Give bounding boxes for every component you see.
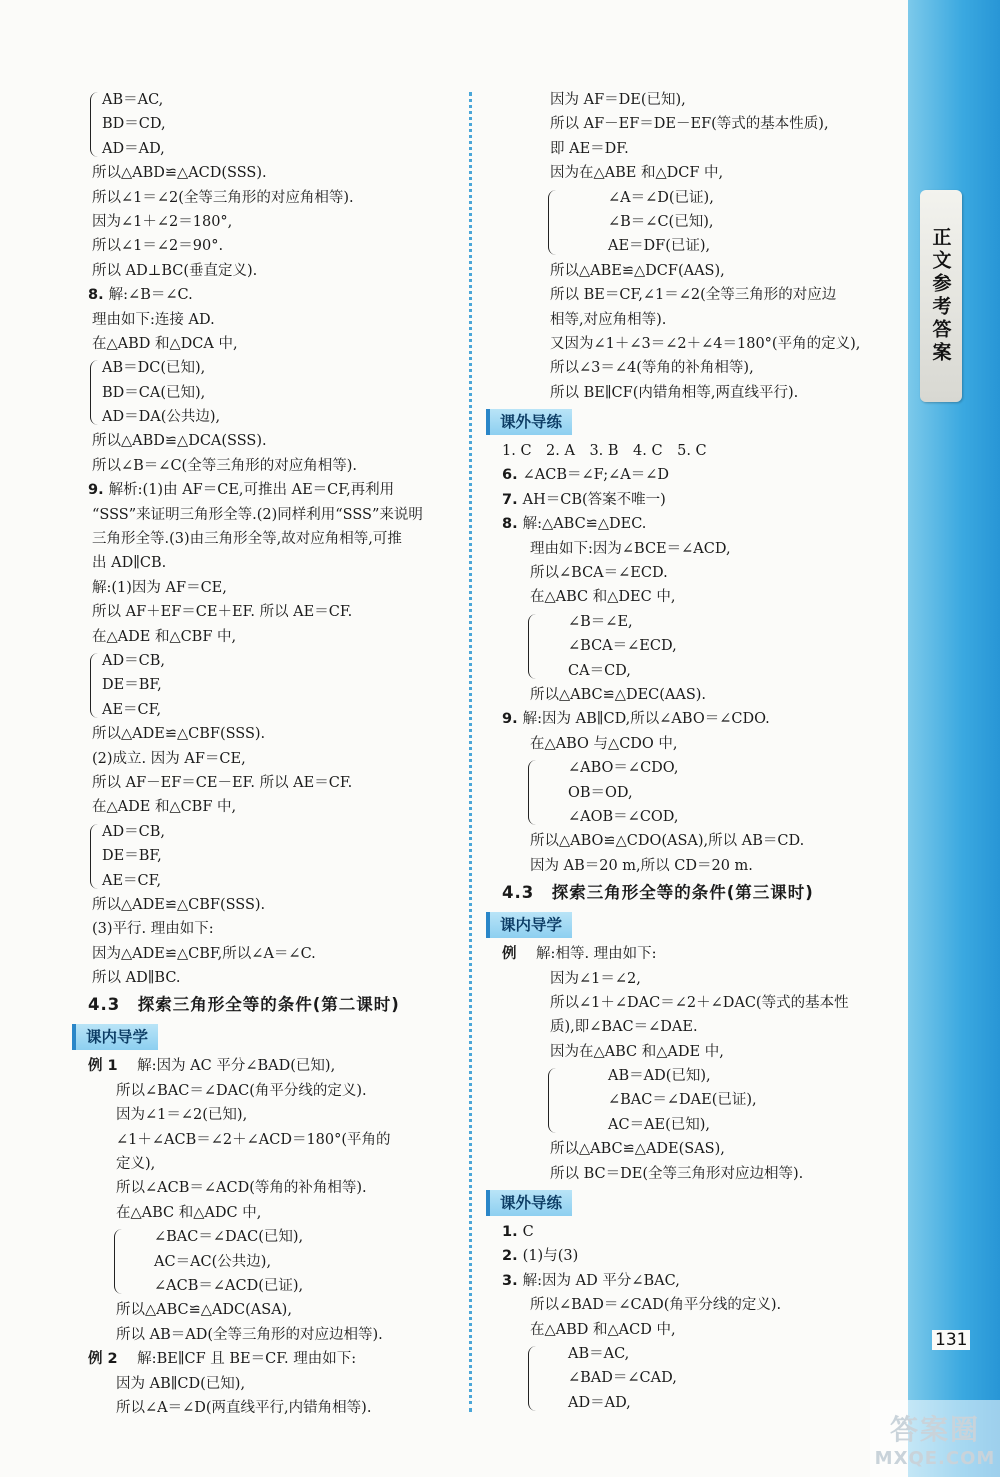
line-text: 在△ABD 和△ACD 中, <box>530 1321 676 1338</box>
equation-line: ∠B＝∠E, <box>568 613 633 630</box>
line-text: AH＝CB(答案不唯一) <box>522 491 666 508</box>
equation-line: ∠AOB＝∠COD, <box>568 808 679 825</box>
line-text: 因为∠1＝∠2(已知), <box>116 1107 248 1124</box>
line-text: 又因为∠1＋∠3＝∠2＋∠4＝180°(平角的定义), <box>550 335 861 352</box>
text-line <box>88 551 453 575</box>
equation-line: ∠BCA＝∠ECD, <box>568 638 677 655</box>
line-text: 所以△ADE≌△CBF(SSS). <box>92 896 266 913</box>
section-tag: 课内导学 <box>486 912 572 938</box>
text-line <box>502 854 897 878</box>
item-number: 1. <box>502 1224 523 1241</box>
line-text: 所以△ABC≌△ADE(SAS), <box>550 1141 725 1158</box>
text-line <box>502 463 897 487</box>
line-text: 定义), <box>116 1156 156 1173</box>
text-line <box>88 161 453 185</box>
text-line <box>88 332 453 356</box>
text-line <box>502 308 897 332</box>
equation-line: ∠ABO＝∠CDO, <box>568 760 679 777</box>
line-text: 所以 AF＋EF＝CE＋EF. 所以 AE＝CF. <box>92 604 353 621</box>
text-line <box>88 1347 453 1371</box>
equation-line: AD＝DA(公共边), <box>102 409 221 426</box>
line-text: 因为在△ABE 和△DCF 中, <box>550 165 724 182</box>
text-line <box>502 161 897 185</box>
text-line <box>502 561 897 585</box>
line-text: 所以∠1＝∠2(全等三角形的对应角相等). <box>92 189 354 206</box>
line-text: 所以△ADE≌△CBF(SSS). <box>92 726 266 743</box>
equation-system <box>88 820 453 893</box>
text-line <box>88 210 453 234</box>
text-line <box>88 1298 453 1322</box>
line-text: 在△ADE 和△CBF 中, <box>92 628 237 645</box>
line-text: ∠ACB＝∠F;∠A＝∠D <box>522 467 670 484</box>
line-text: 因为∠1＋∠2＝180°, <box>92 213 233 230</box>
equation-system <box>88 1225 453 1298</box>
text-line <box>88 722 453 746</box>
text-line <box>502 707 897 731</box>
text-line <box>502 88 897 112</box>
equation-line: AE＝CF, <box>102 872 162 889</box>
text-line <box>88 1396 453 1420</box>
text-line <box>88 1128 453 1152</box>
text-line <box>88 527 453 551</box>
text-line <box>502 1162 897 1186</box>
text-line <box>502 1040 897 1064</box>
equation-system <box>502 1064 897 1137</box>
equation-line: CA＝CD, <box>568 662 631 679</box>
line-text: 解:因为 AD 平分∠BAC, <box>522 1272 680 1289</box>
line-text: 因为 AB＝20 m,所以 CD＝20 m. <box>530 857 753 874</box>
line-text: 质),即∠BAC＝∠DAE. <box>550 1019 698 1036</box>
equation-system <box>502 186 897 259</box>
item-number: 9. <box>502 711 523 728</box>
left-column <box>88 88 453 1420</box>
line-text: 解:(1)因为 AF＝CE, <box>92 579 227 596</box>
line-text: 所以△ABO≌△CDO(ASA),所以 AB＝CD. <box>530 833 805 850</box>
text-line <box>502 439 897 463</box>
text-line <box>88 625 453 649</box>
text-line <box>502 1015 897 1039</box>
text-line <box>502 512 897 536</box>
item-number: 8. <box>88 287 109 304</box>
item-number: 2. <box>502 1248 523 1265</box>
line-text: (1)与(3) <box>522 1248 579 1265</box>
equation-line: AD＝AD, <box>102 140 165 157</box>
text-line <box>502 112 897 136</box>
item-number: 7. <box>502 491 523 508</box>
line-text: 所以∠1＝∠2＝90°. <box>92 238 224 255</box>
line-text: 出 AD∥CB. <box>92 555 167 572</box>
text-line <box>88 966 453 990</box>
text-line <box>502 967 897 991</box>
watermark-logo <box>870 1400 1000 1477</box>
text-line <box>88 186 453 210</box>
equation-line: AC＝AC(公共边), <box>154 1253 272 1270</box>
line-text: (2)成立. 因为 AF＝CE, <box>92 750 246 767</box>
text-line <box>88 1152 453 1176</box>
text-line <box>502 1137 897 1161</box>
section-tag: 课外导练 <box>486 409 572 435</box>
text-line <box>502 488 897 512</box>
line-text: 所以∠BAD＝∠CAD(角平分线的定义). <box>530 1297 782 1314</box>
text-line <box>502 829 897 853</box>
line-text: 理由如下:连接 AD. <box>92 311 215 328</box>
section-title: 4.3 探索三角形全等的条件(第二课时) <box>88 995 400 1015</box>
line-text: “SSS”来证明三角形全等.(2)同样利用“SSS”来说明 <box>92 506 423 523</box>
equation-line: AB＝DC(已知), <box>102 360 206 377</box>
text-line <box>502 537 897 561</box>
equation-line: ∠BAC＝∠DAE(已证), <box>608 1092 757 1109</box>
text-line <box>88 917 453 941</box>
text-line <box>88 771 453 795</box>
equation-line: BD＝CA(已知), <box>102 384 206 401</box>
equation-line: AB＝AD(已知), <box>608 1068 711 1085</box>
equation-line: ∠BAD＝∠CAD, <box>568 1370 677 1387</box>
watermark-main: 答案圈 <box>889 1413 980 1446</box>
text-line <box>502 1220 897 1244</box>
text-line <box>502 1318 897 1342</box>
text-line <box>88 259 453 283</box>
line-text: 解:∠B＝∠C. <box>108 287 193 304</box>
text-line <box>88 283 453 307</box>
equation-line: AD＝AD, <box>568 1394 631 1411</box>
text-line <box>88 600 453 624</box>
text-line <box>502 1244 897 1268</box>
equation-line: ∠A＝∠D(已证), <box>608 189 714 206</box>
equation-system <box>502 1342 897 1415</box>
line-text: 解:△ABC≌△DEC. <box>522 516 647 533</box>
equation-line: ∠B＝∠C(已知), <box>608 213 714 230</box>
equation-system <box>502 756 897 829</box>
item-number: 6. <box>502 467 523 484</box>
side-tab-label: 正文参考答案 <box>929 227 952 365</box>
text-line <box>88 503 453 527</box>
line-text: 所以 AF－EF＝CE－EF. 所以 AE＝CF. <box>92 774 353 791</box>
line-text: 所以∠ACB＝∠ACD(等角的补角相等). <box>116 1180 367 1197</box>
line-text: 所以 BE∥CF(内错角相等,两直线平行). <box>550 384 799 401</box>
line-text: 因为∠1＝∠2, <box>550 970 641 987</box>
text-line <box>88 308 453 332</box>
line-text: (3)平行. 理由如下: <box>92 921 214 938</box>
line-text: 因为 AB∥CD(已知), <box>116 1375 246 1392</box>
text-line <box>502 332 897 356</box>
text-line <box>502 732 897 756</box>
text-line <box>88 478 453 502</box>
line-text: ∠1＋∠ACB＝∠2＋∠ACD＝180°(平角的 <box>116 1131 391 1148</box>
line-text: 解:相等. 理由如下: <box>521 946 657 963</box>
equation-system <box>88 356 453 429</box>
line-text: 相等,对应角相等). <box>550 311 667 328</box>
text-line <box>502 1293 897 1317</box>
line-text: 所以△ABD≌△ACD(SSS). <box>92 165 267 182</box>
line-text: 所以 BC＝DE(全等三角形对应边相等). <box>550 1165 804 1182</box>
line-text: 所以 AD⊥BC(垂直定义). <box>92 262 258 279</box>
item-number: 3. <box>502 1272 523 1289</box>
text-line <box>502 137 897 161</box>
text-line <box>88 893 453 917</box>
line-text: 在△ABO 与△CDO 中, <box>530 735 678 752</box>
line-text: 解析:(1)由 AF＝CE,可推出 AE＝CF,再利用 <box>108 482 395 499</box>
text-line <box>88 1201 453 1225</box>
equation-system <box>88 649 453 722</box>
line-text: 理由如下:因为∠BCE＝∠ACD, <box>530 540 731 557</box>
line-text: 所以△ABC≌△DEC(AAS). <box>530 686 707 703</box>
text-line <box>88 576 453 600</box>
right-column <box>502 88 897 1415</box>
line-text: 1. C 2. A 3. B 4. C 5. C <box>502 443 707 460</box>
line-text: 三角形全等.(3)由三角形全等,故对应角相等,可推 <box>92 531 402 548</box>
line-text: 所以∠3＝∠4(等角的补角相等), <box>550 360 754 377</box>
section-tag: 课内导学 <box>72 1024 158 1050</box>
column-divider <box>469 92 472 1412</box>
line-text: 在△ABC 和△ADC 中, <box>116 1204 262 1221</box>
line-text: 在△ABD 和△DCA 中, <box>92 335 238 352</box>
item-number: 例 <box>502 946 522 963</box>
line-text: 因为△ADE≌△CBF,所以∠A＝∠C. <box>92 945 316 962</box>
text-line <box>88 747 453 771</box>
text-line <box>502 991 897 1015</box>
line-text: 所以△ABC≌△ADC(ASA), <box>116 1302 292 1319</box>
line-text: 解:BE∥CF 且 BE＝CF. 理由如下: <box>122 1351 357 1368</box>
line-text: 在△ADE 和△CBF 中, <box>92 799 237 816</box>
item-number: 8. <box>502 516 523 533</box>
equation-line: AB＝AC, <box>568 1345 630 1362</box>
text-line <box>502 942 897 966</box>
text-line <box>88 234 453 258</box>
equation-line: DE＝BF, <box>102 848 162 865</box>
equation-line: AB＝AC, <box>102 92 164 108</box>
text-line <box>88 942 453 966</box>
text-line <box>502 259 897 283</box>
line-text: 所以∠BCA＝∠ECD. <box>530 565 668 582</box>
text-line <box>88 429 453 453</box>
line-text: 解:因为 AB∥CD,所以∠ABO＝∠CDO. <box>522 711 770 728</box>
equation-line: AD＝CB, <box>102 823 165 840</box>
text-line <box>502 585 897 609</box>
equation-line: ∠BAC＝∠DAC(已知), <box>154 1229 304 1246</box>
text-line <box>88 795 453 819</box>
equation-system <box>502 610 897 683</box>
line-text: 所以∠1＋∠DAC＝∠2＋∠DAC(等式的基本性 <box>550 994 849 1011</box>
item-number: 例 2 <box>88 1351 123 1368</box>
page-number: 131 <box>932 1330 970 1350</box>
item-number: 例 1 <box>88 1058 123 1075</box>
text-line <box>502 381 897 405</box>
line-text: 因为 AF＝DE(已知), <box>550 92 686 108</box>
text-line <box>502 1269 897 1293</box>
line-text: 解:因为 AC 平分∠BAD(已知), <box>122 1058 336 1075</box>
item-number: 9. <box>88 482 109 499</box>
watermark-sub: MXQE.COM <box>874 1448 996 1469</box>
line-text: 因为在△ABC 和△ADE 中, <box>550 1043 724 1060</box>
line-text: 所以∠BAC＝∠DAC(角平分线的定义). <box>116 1082 367 1099</box>
line-text: 所以∠A＝∠D(两直线平行,内错角相等). <box>116 1399 372 1416</box>
line-text: 所以 AB＝AD(全等三角形的对应边相等). <box>116 1326 383 1343</box>
line-text: 即 AE＝DF. <box>550 140 629 157</box>
text-line <box>502 356 897 380</box>
equation-line: AE＝CF, <box>102 701 162 718</box>
text-line <box>502 283 897 307</box>
side-tab <box>920 190 962 402</box>
equation-line: OB＝OD, <box>568 784 633 801</box>
text-line <box>88 1176 453 1200</box>
text-line <box>88 454 453 478</box>
text-line <box>88 1054 453 1078</box>
equation-line: BD＝CD, <box>102 116 166 133</box>
line-text: 所以 BE＝CF,∠1＝∠2(全等三角形的对应边 <box>550 287 837 304</box>
text-line <box>88 1372 453 1396</box>
line-text: 所以△ABE≌△DCF(AAS), <box>550 262 725 279</box>
line-text: 所以 AD∥BC. <box>92 970 181 987</box>
section-tag: 课外导练 <box>486 1190 572 1216</box>
text-line <box>88 1103 453 1127</box>
equation-line: ∠ACB＝∠ACD(已证), <box>154 1277 304 1294</box>
equation-line: DE＝BF, <box>102 677 162 694</box>
line-text: C <box>522 1224 534 1241</box>
equation-line: AD＝CB, <box>102 652 165 669</box>
line-text: 所以△ABD≌△DCA(SSS). <box>92 433 267 450</box>
section-title: 4.3 探索三角形全等的条件(第三课时) <box>502 883 814 903</box>
equation-system <box>88 88 453 161</box>
text-line <box>88 1079 453 1103</box>
line-text: 所以∠B＝∠C(全等三角形的对应角相等). <box>92 457 357 474</box>
equation-line: AC＝AE(已知), <box>608 1116 711 1133</box>
line-text: 所以 AF－EF＝DE－EF(等式的基本性质), <box>550 116 829 133</box>
text-line <box>88 1323 453 1347</box>
text-line <box>502 683 897 707</box>
equation-line: AE＝DF(已证), <box>608 238 711 255</box>
line-text: 在△ABC 和△DEC 中, <box>530 589 676 606</box>
